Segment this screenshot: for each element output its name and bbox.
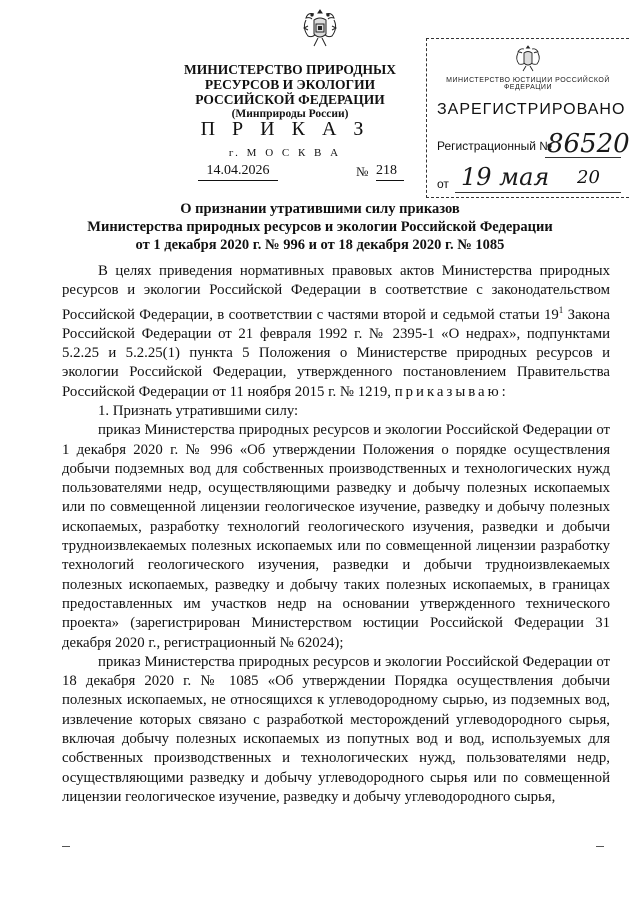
coat-of-arms-icon: [300, 6, 340, 50]
document-type: П Р И К А З: [200, 118, 370, 140]
repealed-order-996-paragraph: приказ Министерства природных ресурсов и экологии Российской Федерации от 1 декабря 2020 г. № 996 «Об утверждении Положения о порядке осуществления добычи подземных вод для собственных производственных и технологических нужд пользователями недр, осуществляющими разведку и добычу полезных ископаемых или по совмещенной лицензии геологическое изучение, разведку и добычу полезных ископаемых, разработку технологий геологического изучения, разведки и добычи трудноизвлекаемых полезных ископаемых или по совмещенной лицензии разработку технологий геологического изучения, разведки и добычи трудноизвлекаемых полезных ископаемых, разведку и добычу таких полезных ископаемых, в границах предоставленных им участков недр на основании утвержденного технического проекта» (зарегистрирован Министерством юстиции Российской Федерации 31 декабря 2020 г., регистрационный № 62024);: [62, 422, 610, 651]
stamp-registered-label: ЗАРЕГИСТРИРОВАНО: [437, 101, 626, 118]
order-number: 218: [376, 162, 404, 181]
article-superscript: 1: [558, 304, 564, 315]
title-line1: О признании утратившими силу приказов: [180, 201, 460, 217]
page-corner-mark-right: [596, 846, 604, 847]
page-corner-mark-left: [62, 846, 70, 847]
stamp-reg-number: 86520: [547, 129, 630, 159]
ministry-short-name: (Минприроды России): [231, 108, 349, 120]
preamble-text-cont: Закона Российской Федерации от 21 февраля 1992 г. № 2395-1 «О недрах», подпунктами 5.2.25 и 5.2.25(1) пункта 5 Положения о Министерстве природных ресурсов и экологии Российской Федерации, утвержденного постановлением Правительства Российской Федерации от 11 ноября 2015 г. № 1219,: [62, 306, 610, 400]
registration-stamp: [426, 38, 629, 198]
stamp-year: 20: [577, 167, 600, 188]
ministry-name-line2: РОССИЙСКОЙ ФЕДЕРАЦИИ: [195, 92, 385, 107]
ministry-header: [150, 62, 430, 122]
order-verb: приказываю:: [394, 383, 509, 400]
stamp-ministry-name: МИНИСТЕРСТВО ЮСТИЦИИ РОССИЙСКОЙ ФЕДЕРАЦИИ: [446, 77, 610, 91]
item-1-paragraph: 1. Признать утратившими силу:: [98, 403, 299, 419]
stamp-date-value: 19 мая: [461, 163, 550, 191]
title-line3: от 1 декабря 2020 г. № 996 и от 18 декабря 2020 г. № 1085: [135, 237, 505, 253]
repealed-order-1085-paragraph: приказ Министерства природных ресурсов и экологии Российской Федерации от 18 декабря 2020 г. № 1085 «Об утверждении Порядка осуществления добычи полезных ископаемых, не относящихся к углеводородному сырью, из подземных вод, извлечение которых связано с разработкой месторождений углеводородного сырья, включая добычу полезных ископаемых из попутных вод и вод, используемых для собственных производственных и технологических нужд, пользователями недр, осуществляющими разведку и добычу углеводородного сырья или по совмещенной лицензии геологическое изучение, разведку и добычу углеводородного сырья,: [62, 653, 610, 805]
order-date: 14.04.2026: [198, 162, 278, 181]
stamp-reg-number-label: Регистрационный №: [437, 139, 553, 153]
preamble-text: В целях приведения нормативных правовых актов Министерства природных ресурсов и экологии Российской Федерации в соответствие с законодательством Российской Федерации, в соответствии с частями второй и седьмой статьи 19: [62, 263, 610, 323]
stamp-emblem-icon: [514, 43, 542, 73]
preamble-paragraph: [62, 262, 610, 402]
stamp-date-underline: [455, 192, 621, 193]
order-title: [60, 200, 580, 254]
stamp-date-label: от: [437, 177, 449, 191]
order-body: [62, 262, 610, 807]
number-sign: №: [356, 164, 369, 179]
title-line2: Министерства природных ресурсов и экологии Российской Федерации: [87, 219, 553, 235]
city: г. М О С К В А: [228, 147, 342, 159]
ministry-name-line1: МИНИСТЕРСТВО ПРИРОДНЫХ РЕСУРСОВ И ЭКОЛОГИИ: [183, 62, 397, 92]
